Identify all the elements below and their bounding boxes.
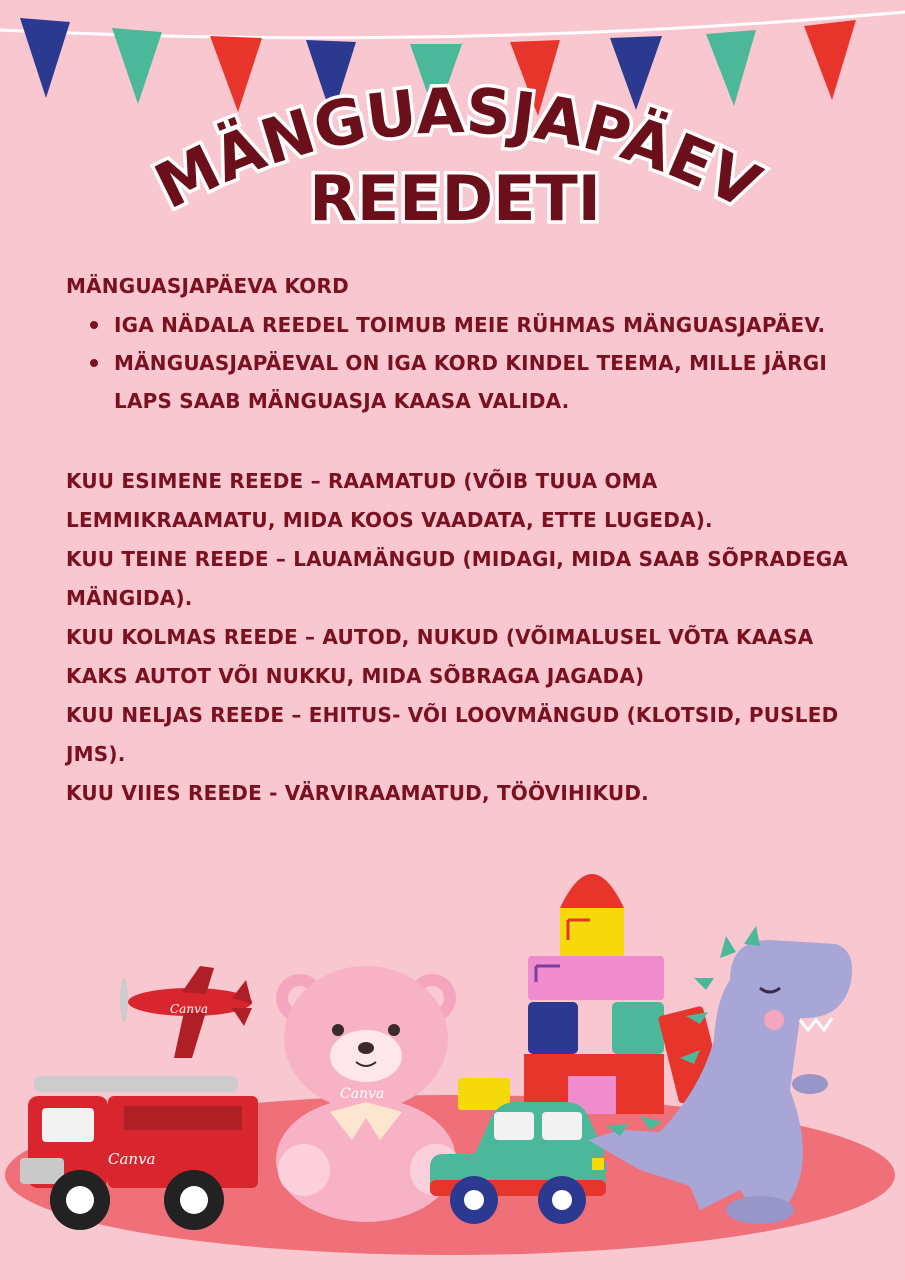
toy-airplane [120, 966, 252, 1058]
stacking-blocks [524, 874, 664, 1114]
content [66, 270, 856, 813]
week-2-theme: KUU TEINE REEDE – LAUAMÄNGUD (MIDAGI, MIDA SAAB SÕPRADEGA MÄNGIDA). [66, 547, 849, 610]
rules-list [66, 306, 856, 420]
watermark: Canva [170, 1002, 208, 1016]
week-3-theme: KUU KOLMAS REEDE – AUTOD, NUKUD (VÕIMALUSEL VÕTA KAASA KAKS AUTOT VÕI NUKKU, MIDA SÕBRAGA JAGADA) [66, 625, 814, 688]
title-line-1: MÄNGUASJAPÄEV [143, 74, 772, 224]
week-1-theme: KUU ESIMENE REEDE – RAAMATUD (VÕIB TUUA OMA LEMMIKRAAMATU, MIDA KOOS VAADATA, ETTE LUGEDA). [66, 469, 713, 532]
weekly-themes [66, 462, 856, 813]
list-item: IGA NÄDALA REEDEL TOIMUB MEIE RÜHMAS MÄNGUASJAPÄEV. [90, 306, 856, 344]
rules-heading: MÄNGUASJAPÄEVA KORD [66, 274, 349, 298]
title-line-2: REEDETI [309, 162, 601, 235]
watermark: Canva [340, 1086, 385, 1102]
page-title [0, 70, 905, 250]
week-4-theme: KUU NELJAS REEDE – EHITUS- VÕI LOOVMÄNGUD (KLOTSID, PUSLED JMS). [66, 703, 839, 766]
list-item: MÄNGUASJAPÄEVAL ON IGA KORD KINDEL TEEMA, MILLE JÄRGI LAPS SAAB MÄNGUASJA KAASA VALIDA. [90, 344, 856, 420]
watermark: Canva [108, 1150, 156, 1168]
toys-illustration [0, 840, 905, 1280]
week-5-theme: KUU VIIES REEDE - VÄRVIRAAMATUD, TÖÖVIHIKUD. [66, 781, 649, 805]
yellow-block [458, 1078, 510, 1110]
